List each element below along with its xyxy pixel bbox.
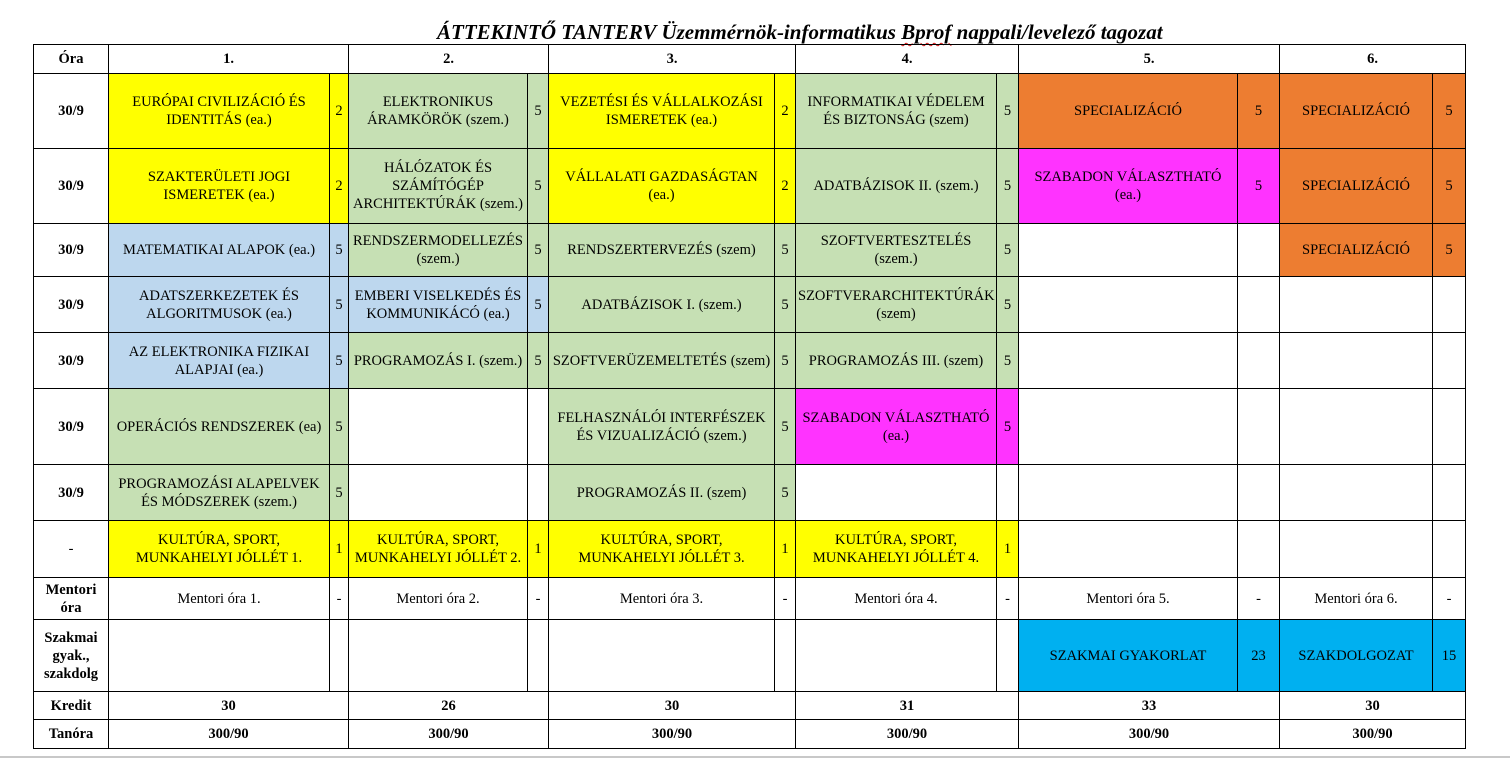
semester-header: 3. [549, 45, 796, 74]
table-row [34, 389, 1466, 465]
subject-cell [349, 620, 528, 692]
kredit-label: Kredit [34, 692, 109, 720]
tanora-value: 300/90 [1280, 720, 1466, 749]
credit-cell: 5 [528, 277, 549, 333]
title-prefix: ÁTTEKINTŐ TANTERV Üzemmérnök-informatikus [437, 20, 902, 44]
subject-cell: EURÓPAI CIVILIZÁCIÓ ÉS IDENTITÁS (ea.) [109, 74, 330, 149]
subject-cell: SPECIALIZÁCIÓ [1280, 74, 1433, 149]
credit-cell: 1 [997, 521, 1019, 578]
credit-cell: 5 [330, 465, 349, 521]
table-row [34, 333, 1466, 389]
subject-cell [1280, 521, 1433, 578]
credit-cell: - [1238, 578, 1280, 620]
subject-cell: SZAKTERÜLETI JOGI ISMERETEK (ea.) [109, 149, 330, 224]
semester-header: 4. [796, 45, 1019, 74]
credit-cell: 1 [330, 521, 349, 578]
credit-cell: - [997, 578, 1019, 620]
subject-cell: PROGRAMOZÁS II. (szem) [549, 465, 775, 521]
subject-cell [1019, 224, 1238, 277]
subject-cell: RENDSZERTERVEZÉS (szem) [549, 224, 775, 277]
credit-cell: - [528, 578, 549, 620]
header-ora: Óra [34, 45, 109, 74]
subject-cell [1019, 389, 1238, 465]
subject-cell: ADATBÁZISOK II. (szem.) [796, 149, 997, 224]
subject-cell: OPERÁCIÓS RENDSZEREK (ea) [109, 389, 330, 465]
row-label: 30/9 [34, 333, 109, 389]
credit-cell: 2 [775, 74, 796, 149]
credit-cell: 5 [1433, 149, 1466, 224]
credit-cell [330, 620, 349, 692]
credit-cell: - [775, 578, 796, 620]
credit-cell: 1 [775, 521, 796, 578]
subject-cell: SZOFTVERARCHITEKTÚRÁK (szem) [796, 277, 997, 333]
credit-cell [1238, 224, 1280, 277]
row-label: - [34, 521, 109, 578]
subject-cell: SZOFTVERTESZTELÉS (szem.) [796, 224, 997, 277]
table-row [34, 74, 1466, 149]
subject-cell: SPECIALIZÁCIÓ [1280, 149, 1433, 224]
curriculum-table [33, 44, 1466, 749]
credit-cell [1238, 277, 1280, 333]
kredit-value: 30 [549, 692, 796, 720]
credit-cell: 5 [997, 389, 1019, 465]
credit-cell [997, 465, 1019, 521]
subject-cell [1019, 465, 1238, 521]
page-divider [0, 756, 1510, 758]
subject-cell: KULTÚRA, SPORT, MUNKAHELYI JÓLLÉT 4. [796, 521, 997, 578]
table-row [34, 620, 1466, 692]
subject-cell: INFORMATIKAI VÉDELEM ÉS BIZTONSÁG (szem) [796, 74, 997, 149]
credit-cell: 5 [775, 224, 796, 277]
subject-cell: Mentori óra 2. [349, 578, 528, 620]
credit-cell: 5 [775, 465, 796, 521]
credit-cell: 23 [1238, 620, 1280, 692]
credit-cell [1238, 521, 1280, 578]
row-label: Szakmai gyak., szakdolg [34, 620, 109, 692]
title-suffix: nappali/levelező tagozat [951, 20, 1163, 44]
credit-cell: 2 [330, 149, 349, 224]
subject-cell [349, 389, 528, 465]
page-title [437, 20, 1337, 44]
credit-cell [775, 620, 796, 692]
subject-cell: SZAKMAI GYAKORLAT [1019, 620, 1238, 692]
row-label: 30/9 [34, 465, 109, 521]
credit-cell [1433, 277, 1466, 333]
credit-cell: 5 [528, 149, 549, 224]
header-row [34, 45, 1466, 74]
row-label: 30/9 [34, 74, 109, 149]
subject-cell [549, 620, 775, 692]
credit-cell [1433, 333, 1466, 389]
credit-cell: 5 [775, 277, 796, 333]
credit-cell: 5 [1238, 149, 1280, 224]
subject-cell: SZAKDOLGOZAT [1280, 620, 1433, 692]
credit-cell [1238, 389, 1280, 465]
semester-header: 5. [1019, 45, 1280, 74]
credit-cell: - [330, 578, 349, 620]
kredit-value: 30 [1280, 692, 1466, 720]
subject-cell: Mentori óra 5. [1019, 578, 1238, 620]
subject-cell: KULTÚRA, SPORT, MUNKAHELYI JÓLLÉT 3. [549, 521, 775, 578]
credit-cell: 5 [528, 224, 549, 277]
subject-cell [1280, 465, 1433, 521]
subject-cell: SZABADON VÁLASZTHATÓ (ea.) [796, 389, 997, 465]
table-row [34, 224, 1466, 277]
semester-header: 6. [1280, 45, 1466, 74]
subject-cell: ADATBÁZISOK I. (szem.) [549, 277, 775, 333]
tanora-label: Tanóra [34, 720, 109, 749]
subject-cell: VEZETÉSI ÉS VÁLLALKOZÁSI ISMERETEK (ea.) [549, 74, 775, 149]
credit-cell: 5 [528, 333, 549, 389]
subject-cell: ELEKTRONIKUS ÁRAMKÖRÖK (szem.) [349, 74, 528, 149]
subject-cell: HÁLÓZATOK ÉS SZÁMÍTÓGÉP ARCHITEKTÚRÁK (szem.) [349, 149, 528, 224]
subject-cell: PROGRAMOZÁS III. (szem) [796, 333, 997, 389]
subject-cell: Mentori óra 6. [1280, 578, 1433, 620]
credit-cell: 5 [997, 333, 1019, 389]
tanora-value: 300/90 [549, 720, 796, 749]
credit-cell: - [1433, 578, 1466, 620]
semester-header: 2. [349, 45, 549, 74]
credit-cell: 5 [330, 277, 349, 333]
credit-cell [528, 620, 549, 692]
subject-cell: Mentori óra 1. [109, 578, 330, 620]
tanora-value: 300/90 [1019, 720, 1280, 749]
tanora-row [34, 720, 1466, 749]
credit-cell: 5 [1238, 74, 1280, 149]
subject-cell: KULTÚRA, SPORT, MUNKAHELYI JÓLLÉT 1. [109, 521, 330, 578]
credit-cell [1433, 465, 1466, 521]
table-row [34, 465, 1466, 521]
credit-cell: 5 [775, 389, 796, 465]
credit-cell: 5 [330, 333, 349, 389]
credit-cell [997, 620, 1019, 692]
credit-cell [1238, 333, 1280, 389]
subject-cell [796, 465, 997, 521]
subject-cell: SZOFTVERÜZEMELTETÉS (szem) [549, 333, 775, 389]
table-row [34, 149, 1466, 224]
subject-cell: AZ ELEKTRONIKA FIZIKAI ALAPJAI (ea.) [109, 333, 330, 389]
credit-cell: 5 [330, 224, 349, 277]
credit-cell: 5 [997, 74, 1019, 149]
table-row [34, 578, 1466, 620]
subject-cell [349, 465, 528, 521]
kredit-value: 31 [796, 692, 1019, 720]
kredit-value: 33 [1019, 692, 1280, 720]
subject-cell [109, 620, 330, 692]
credit-cell: 2 [775, 149, 796, 224]
subject-cell [1280, 277, 1433, 333]
subject-cell [1019, 277, 1238, 333]
subject-cell: PROGRAMOZÁSI ALAPELVEK ÉS MÓDSZEREK (szem.) [109, 465, 330, 521]
subject-cell [796, 620, 997, 692]
title-bprof: Bprof [901, 20, 952, 44]
credit-cell: 1 [528, 521, 549, 578]
subject-cell: EMBERI VISELKEDÉS ÉS KOMMUNIKÁCÓ (ea.) [349, 277, 528, 333]
credit-cell: 15 [1433, 620, 1466, 692]
row-label: 30/9 [34, 389, 109, 465]
subject-cell: SPECIALIZÁCIÓ [1280, 224, 1433, 277]
credit-cell: 5 [330, 389, 349, 465]
subject-cell: KULTÚRA, SPORT, MUNKAHELYI JÓLLÉT 2. [349, 521, 528, 578]
tanora-value: 300/90 [796, 720, 1019, 749]
subject-cell: VÁLLALATI GAZDASÁGTAN (ea.) [549, 149, 775, 224]
credit-cell: 5 [997, 277, 1019, 333]
row-label: 30/9 [34, 224, 109, 277]
table-row [34, 277, 1466, 333]
subject-cell [1280, 333, 1433, 389]
subject-cell: PROGRAMOZÁS I. (szem.) [349, 333, 528, 389]
subject-cell: Mentori óra 3. [549, 578, 775, 620]
row-label: 30/9 [34, 277, 109, 333]
credit-cell: 5 [997, 224, 1019, 277]
subject-cell [1019, 521, 1238, 578]
credit-cell: 5 [528, 74, 549, 149]
credit-cell: 5 [1433, 224, 1466, 277]
kredit-row [34, 692, 1466, 720]
credit-cell [1238, 465, 1280, 521]
subject-cell: SPECIALIZÁCIÓ [1019, 74, 1238, 149]
subject-cell: ADATSZERKEZETEK ÉS ALGORITMUSOK (ea.) [109, 277, 330, 333]
tanora-value: 300/90 [109, 720, 349, 749]
subject-cell: SZABADON VÁLASZTHATÓ (ea.) [1019, 149, 1238, 224]
tanora-value: 300/90 [349, 720, 549, 749]
subject-cell: MATEMATIKAI ALAPOK (ea.) [109, 224, 330, 277]
credit-cell: 5 [997, 149, 1019, 224]
kredit-value: 30 [109, 692, 349, 720]
subject-cell: RENDSZERMODELLEZÉS (szem.) [349, 224, 528, 277]
subject-cell [1019, 333, 1238, 389]
row-label: 30/9 [34, 149, 109, 224]
row-label: Mentori óra [34, 578, 109, 620]
credit-cell [528, 465, 549, 521]
credit-cell: 2 [330, 74, 349, 149]
credit-cell [1433, 521, 1466, 578]
table-row [34, 521, 1466, 578]
subject-cell [1280, 389, 1433, 465]
credit-cell [528, 389, 549, 465]
kredit-value: 26 [349, 692, 549, 720]
semester-header: 1. [109, 45, 349, 74]
credit-cell [1433, 389, 1466, 465]
subject-cell: Mentori óra 4. [796, 578, 997, 620]
credit-cell: 5 [775, 333, 796, 389]
credit-cell: 5 [1433, 74, 1466, 149]
subject-cell: FELHASZNÁLÓI INTERFÉSZEK ÉS VIZUALIZÁCIÓ (szem.) [549, 389, 775, 465]
